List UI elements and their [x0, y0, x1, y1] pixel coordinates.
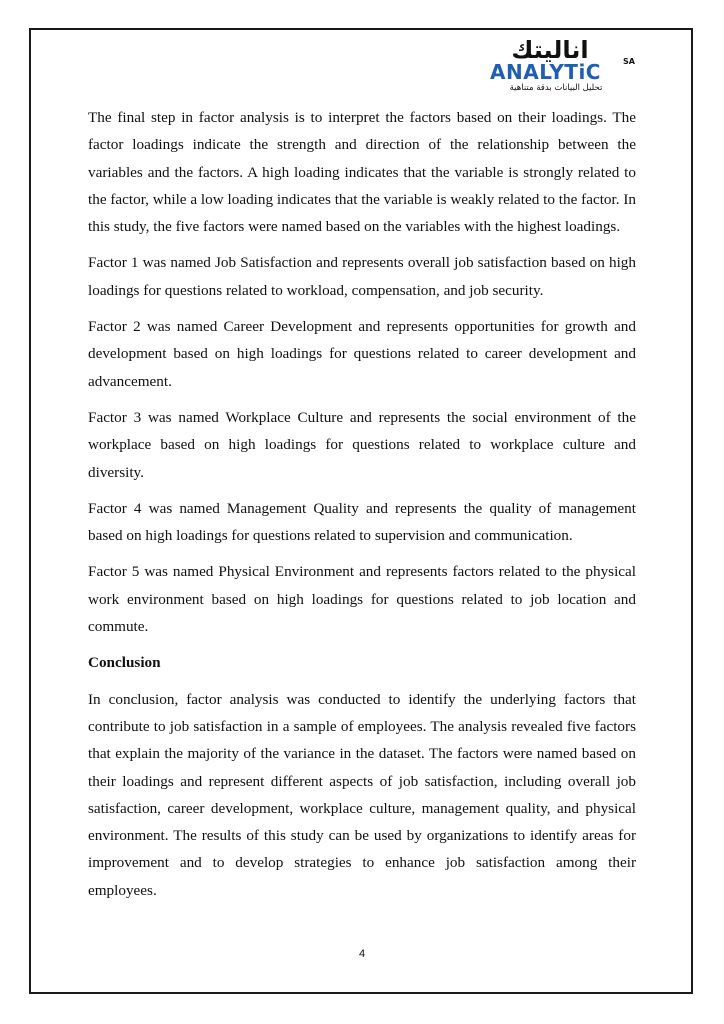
logo-arabic-text: انالیتك	[511, 36, 589, 64]
paragraph-factor-5: Factor 5 was named Physical Environment and represents factors related to the physical work environment based on high loadings for questions related to job location and commute.	[88, 563, 636, 636]
document-body	[88, 104, 636, 913]
paragraph-factor-3: Factor 3 was named Workplace Culture and represents the social environment of the workplace based on high loadings for questions related to workplace culture and diversity.	[88, 408, 636, 481]
paragraph-factor-4: Factor 4 was named Management Quality and represents the quality of management based on high loadings for questions related to supervision and communication.	[88, 499, 636, 545]
company-logo	[490, 36, 640, 96]
paragraph-factor-2: Factor 2 was named Career Development and represents opportunities for growth and development based on high loadings for questions related to career development and advancement.	[88, 318, 636, 390]
conclusion-heading: Conclusion	[88, 654, 161, 672]
logo-tagline: تحليل البيانات بدقة متناهية	[509, 83, 603, 93]
paragraph-conclusion: In conclusion, factor analysis was conducted to identify the underlying factors that contribute to job satisfaction in a sample of employees. The analysis revealed five factors that explain the majority of the variance in the dataset. The factors were named based on their loadings and represent different aspects of job satisfaction, including overall job satisfaction, career development, workplace culture, management quality, and physical environment. The results of this study can be used by organizations to identify areas for improvement and to develop strategies to enhance job satisfaction among their employees.	[88, 690, 636, 899]
paragraph-factor-1: Factor 1 was named Job Satisfaction and represents overall job satisfaction based on high loadings for questions related to workload, compensation, and job security.	[88, 254, 636, 299]
logo-superscript: SA	[623, 57, 635, 66]
logo-english-text: ANALYTiC	[490, 60, 601, 84]
paragraph-interpretation: The final step in factor analysis is to interpret the factors based on their loadings. The factor loadings indicate the strength and direction of the relationship between the variables and the factors. A high loading indicates that the variable is strongly related to the factor, while a low loading indicates that the variable is weakly related to the factor. In this study, the five factors were named based on the variables with the highest loadings.	[88, 109, 636, 236]
page-number: 4	[358, 948, 366, 960]
